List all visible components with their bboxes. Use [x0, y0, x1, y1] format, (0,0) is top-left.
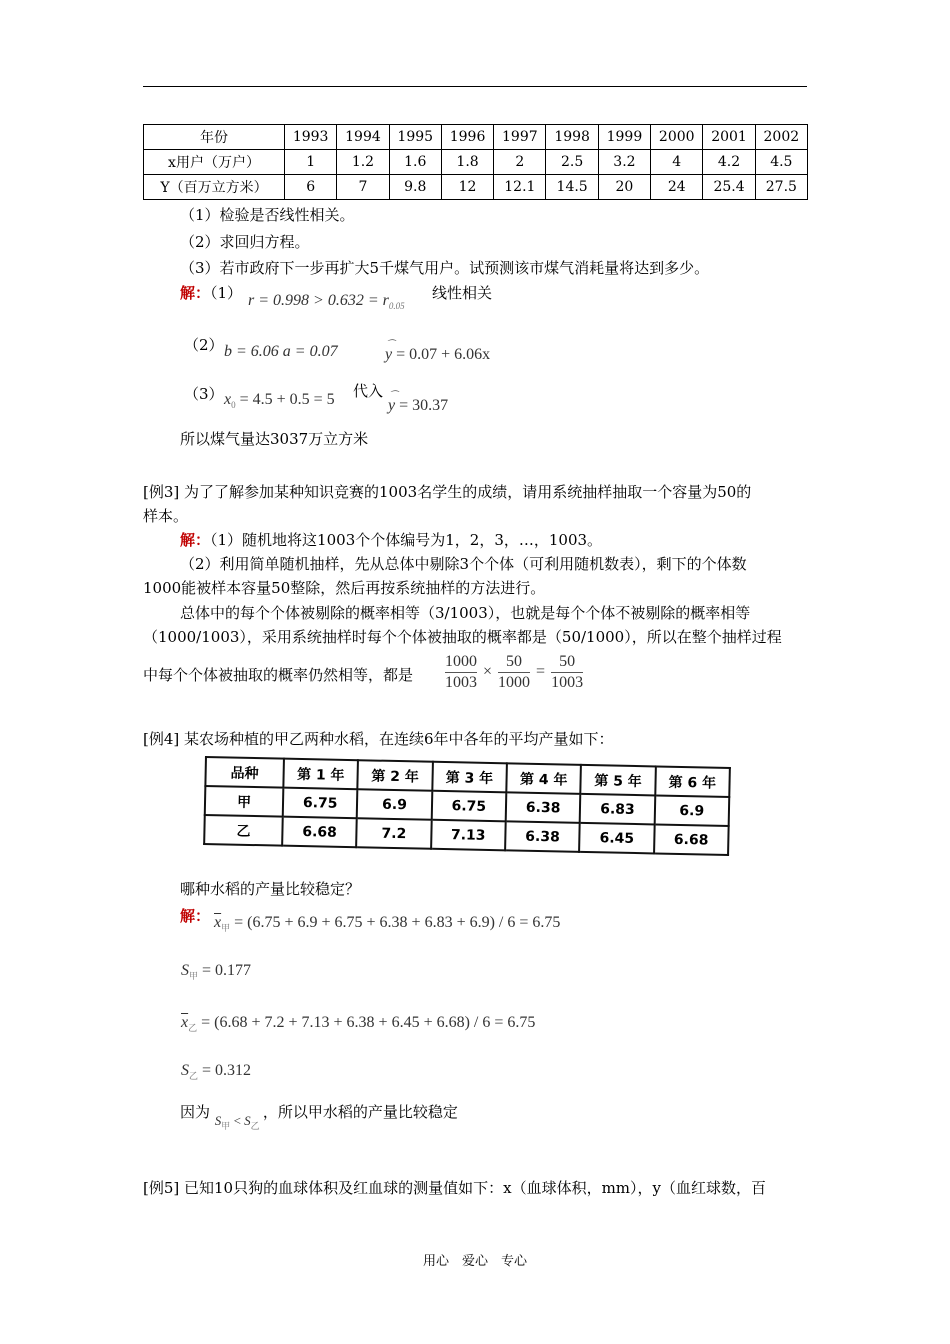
conclusion-text: ，所以甲水稻的产量比较稳定 — [262, 1103, 458, 1121]
table-cell: 6 — [285, 175, 337, 200]
solution-text: （1）随机地将这1003个个体编号为1，2，3，…，1003。 — [210, 531, 603, 549]
step-prefix: （1） — [210, 284, 243, 302]
table-cell: 品种 — [205, 757, 284, 788]
table-cell: 6.68 — [282, 817, 357, 848]
example-4-question: 哪种水稻的产量比较稳定？ — [180, 880, 361, 898]
std-jia-formula — [181, 962, 251, 982]
x-var: x — [224, 391, 232, 408]
s-var: S — [214, 1113, 222, 1128]
equation-text: = 30.37 — [399, 397, 449, 414]
table-cell: 第 2 年 — [358, 760, 433, 791]
y-hat — [388, 390, 399, 414]
formula-text: r = 0.998 > 0.632 = r — [248, 292, 389, 309]
prediction-result — [388, 390, 449, 415]
ex3-paragraph: 1000能被样本容量50整除，然后再按系统抽样的方法进行。 — [143, 579, 546, 597]
table-cell: 4.2 — [703, 150, 755, 175]
example-4-conclusion — [180, 1101, 458, 1131]
example-3-title: [例3] 为了了解参加某种知识竞赛的1003名学生的成绩，请用系统抽样抽取一个容量为50的 — [143, 483, 752, 501]
table-cell: 24 — [651, 175, 703, 200]
example-4-title: [例4] 某农场种植的甲乙两种水稻，在连续6年中各年的平均产量如下： — [143, 730, 614, 748]
s-var: S — [181, 1062, 189, 1079]
step-prefix: （3） — [184, 385, 224, 403]
example-3-title-cont: 样本。 — [143, 507, 189, 525]
table-cell: 7.2 — [356, 818, 431, 849]
fraction — [551, 652, 583, 693]
subscript: 乙 — [250, 1121, 260, 1131]
header-rule — [143, 86, 807, 87]
table-cell: 1.2 — [337, 150, 389, 175]
table-cell: 6.75 — [431, 791, 506, 822]
comparison-formula — [214, 1113, 263, 1131]
s-var: S — [244, 1113, 251, 1128]
table-cell: 1998 — [546, 125, 598, 150]
table-cell: 年份 — [144, 125, 285, 150]
fraction — [445, 652, 477, 693]
table-cell: 2.5 — [546, 150, 598, 175]
hat-icon: ⌒ — [389, 390, 399, 400]
denominator: 1000 — [498, 674, 531, 691]
correlation-formula — [248, 292, 405, 311]
subscript: 甲 — [221, 923, 231, 933]
less-than: < — [233, 1113, 241, 1128]
table-cell: 20 — [598, 175, 650, 200]
conclusion: 所以煤气量达3037万立方米 — [180, 430, 369, 448]
ex3-paragraph: （1000/1003），采用系统抽样时每个个体被抽取的概率都是（50/1000），所以在整个抽样过程 — [143, 628, 782, 646]
table-cell: 14.5 — [546, 175, 598, 200]
denominator: 1003 — [445, 674, 477, 691]
rice-yield-table-image — [203, 756, 731, 856]
table-cell: 4.5 — [755, 150, 807, 175]
table-cell: 1 — [285, 150, 337, 175]
table-cell: 2 — [494, 150, 546, 175]
equation-text: = (6.75 + 6.9 + 6.75 + 6.38 + 6.83 + 6.9) / 6 = 6.75 — [234, 914, 561, 931]
table-row — [144, 175, 808, 200]
subscript: 0 — [231, 400, 236, 410]
denominator: 1003 — [551, 674, 584, 691]
ex3-paragraph: （2）利用简单随机抽样，先从总体中剔除3个个体（可利用随机数表），剩下的个体数 — [180, 555, 747, 573]
equation-text: = 0.177 — [202, 962, 252, 979]
subscript: 甲 — [189, 971, 199, 981]
table-cell: 6.38 — [505, 821, 580, 852]
solution-line-1 — [180, 282, 242, 303]
table-cell: 1993 — [285, 125, 337, 150]
hat-icon: ⌒ — [386, 339, 396, 349]
table-cell: 27.5 — [755, 175, 807, 200]
table-cell: 2002 — [755, 125, 807, 150]
subscript: 甲 — [221, 1121, 231, 1131]
conclusion-prefix: 因为 — [180, 1103, 211, 1121]
mean-yi-formula — [181, 1014, 535, 1034]
ex3-paragraph: 中每个个体被抽取的概率仍然相等，都是 — [143, 666, 414, 684]
s-var: S — [181, 962, 189, 979]
table-cell: 甲 — [205, 786, 284, 817]
std-yi-formula — [181, 1062, 251, 1082]
table-cell: 7.13 — [431, 820, 506, 851]
table-cell: 1996 — [441, 125, 493, 150]
substitute-text: 代入 — [353, 382, 384, 400]
table-row — [144, 125, 808, 150]
linear-correlation-note: 线性相关 — [432, 284, 493, 302]
table-cell: 第 4 年 — [506, 763, 581, 794]
solution-label: 解： — [180, 531, 211, 549]
table-cell: 1.8 — [441, 150, 493, 175]
table-cell: 1994 — [337, 125, 389, 150]
page-footer: 用心 爱心 专心 — [422, 1254, 527, 1269]
table-cell: 6.75 — [283, 788, 358, 819]
equation-text: = 0.07 + 6.06x — [396, 346, 491, 363]
step-prefix: （2） — [184, 336, 224, 354]
coefficients-formula: b = 6.06 a = 0.07 — [224, 343, 338, 360]
table-cell: 第 1 年 — [283, 759, 358, 790]
table-cell: 1.6 — [389, 150, 441, 175]
question-1: （1）检验是否线性相关。 — [180, 206, 355, 224]
table-cell: 2000 — [651, 125, 703, 150]
table-cell: 第 5 年 — [581, 765, 656, 796]
ex3-paragraph: 总体中的每个个体被剔除的概率相等（3/1003），也就是每个个体不被剔除的概率相等 — [180, 604, 751, 622]
ex3-solution-1 — [180, 529, 602, 550]
table-cell: 6.9 — [654, 795, 729, 826]
numerator: 50 — [498, 652, 530, 673]
solution-label: 解： — [180, 284, 211, 302]
subscript: 0.05 — [388, 301, 405, 311]
table-cell: 12.1 — [494, 175, 546, 200]
table-cell: 1995 — [389, 125, 441, 150]
equation-text: = (6.68 + 7.2 + 7.13 + 6.38 + 6.45 + 6.68) / 6 = 6.75 — [201, 1014, 536, 1031]
subscript: 乙 — [188, 1023, 198, 1033]
equals-sign: = — [536, 663, 546, 681]
equation-text: = 0.312 — [202, 1062, 252, 1079]
rice-yield-table — [203, 756, 731, 856]
probability-fraction — [443, 652, 585, 693]
mean-jia-formula — [214, 914, 560, 934]
table-cell: 1999 — [598, 125, 650, 150]
question-3: （3）若市政府下一步再扩大5千煤气用户。试预测该市煤气消耗量将达到多少。 — [180, 259, 710, 277]
table-cell: x用户（万户） — [144, 150, 285, 175]
table-cell: 1997 — [494, 125, 546, 150]
table-cell: 3.2 — [598, 150, 650, 175]
table-cell: 第 6 年 — [655, 766, 730, 797]
x-bar: $\overline{x}$ — [214, 914, 222, 931]
numerator: 50 — [551, 652, 583, 673]
regression-equation — [385, 339, 491, 364]
table-cell: 乙 — [204, 815, 283, 846]
example-5-title: [例5] 已知10只狗的血球体积及红血球的测量值如下：x（血球体积，mm），y（血红球数，百 — [143, 1179, 766, 1197]
subscript: 乙 — [189, 1071, 199, 1081]
table-cell: Y（百万立方米） — [144, 175, 285, 200]
question-2: （2）求回归方程。 — [180, 233, 310, 251]
times-sign: × — [483, 663, 493, 681]
x0-formula — [224, 391, 335, 410]
fraction — [498, 652, 530, 693]
table-cell: 6.38 — [506, 792, 581, 823]
table-cell: 6.45 — [579, 823, 654, 854]
gas-usage-table — [143, 124, 808, 200]
equation-text: = 4.5 + 0.5 = 5 — [239, 391, 335, 408]
y-hat — [385, 339, 396, 363]
table-cell: 25.4 — [703, 175, 755, 200]
table-cell: 6.68 — [654, 824, 729, 855]
numerator: 1000 — [445, 652, 477, 673]
y-var: y — [388, 397, 396, 414]
table-cell: 第 3 年 — [432, 762, 507, 793]
x-bar: $\overline{x}$ — [181, 1014, 189, 1031]
table-row — [144, 150, 808, 175]
table-cell: 6.83 — [580, 794, 655, 825]
table-cell: 2001 — [703, 125, 755, 150]
table-cell: 6.9 — [357, 789, 432, 820]
table-cell: 12 — [441, 175, 493, 200]
table-cell: 9.8 — [389, 175, 441, 200]
y-var: y — [385, 346, 393, 363]
table-cell: 7 — [337, 175, 389, 200]
solution-label: 解： — [180, 907, 211, 925]
table-cell: 4 — [651, 150, 703, 175]
